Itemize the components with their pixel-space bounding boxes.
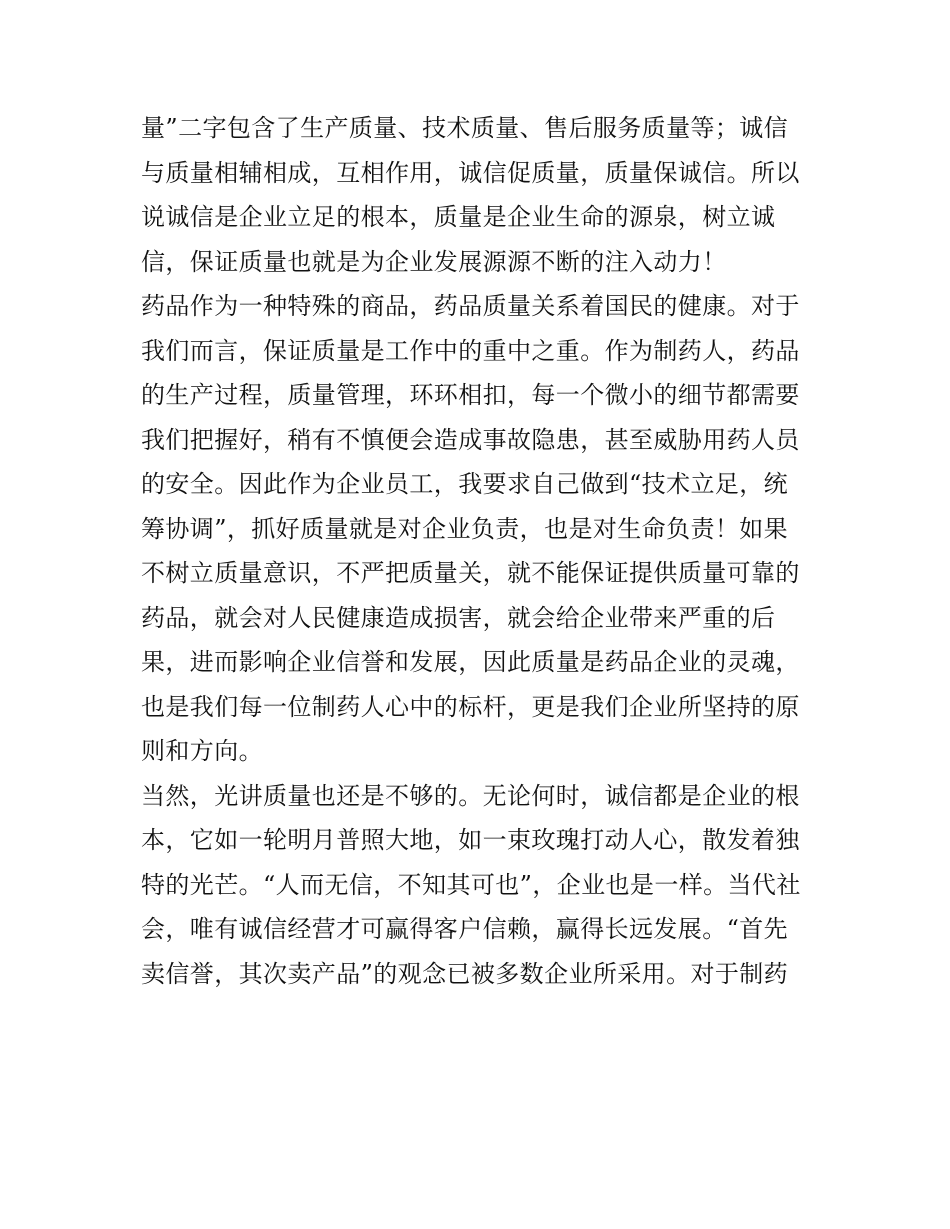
text-line: 的生产过程，质量管理，环环相扣，每一个微小的细节都需要 <box>141 381 800 409</box>
body-text <box>141 106 821 996</box>
text-line: 本，它如一轮明月普照大地，如一束玫瑰打动人心，散发着独 <box>141 826 800 854</box>
text-line: 当然，光讲质量也还是不够的。无论何时，诚信都是企业的根 <box>141 781 800 810</box>
text-line: 则和方向。 <box>141 737 263 765</box>
text-line: 果，进而影响企业信誉和发展，因此质量是药品企业的灵魂， <box>141 648 800 676</box>
text-line: 我们而言，保证质量是工作中的重中之重。作为制药人，药品 <box>141 336 800 365</box>
text-line: 的安全。因此作为企业员工，我要求自己做到“技术立足，统 <box>141 470 789 498</box>
text-line: 药品作为一种特殊的商品，药品质量关系着国民的健康。对于 <box>141 292 800 320</box>
text-line: 与质量相辅相成，互相作用，诚信促质量，质量保诚信。所以 <box>141 158 800 187</box>
text-line: 会，唯有诚信经营才可赢得客户信赖，赢得长远发展。“首先 <box>141 915 789 943</box>
text-line: 说诚信是企业立足的根本，质量是企业生命的源泉，树立诚 <box>141 203 776 231</box>
text-line: 特的光芒。“人而无信，不知其可也”，企业也是一样。当代社 <box>141 870 801 899</box>
text-line: 卖信誉，其次卖产品”的观念已被多数企业所采用。对于制药 <box>141 959 789 988</box>
text-line: 药品，就会对人民健康造成损害，就会给企业带来严重的后 <box>141 603 776 632</box>
text-line: 筹协调”，抓好质量就是对企业负责，也是对生命负责！如果 <box>141 514 789 543</box>
text-line: 不树立质量意识，不严把质量关，就不能保证提供质量可靠的 <box>141 559 800 587</box>
text-line: 也是我们每一位制药人心中的标杆，更是我们企业所坚持的原 <box>141 692 800 721</box>
text-line: 信，保证质量也就是为企业发展源源不断的注入动力！ <box>141 247 727 276</box>
text-line: 我们把握好，稍有不慎便会造成事故隐患，甚至威胁用药人员 <box>141 425 800 454</box>
text-line: 量”二字包含了生产质量、技术质量、售后服务质量等；诚信 <box>141 114 789 142</box>
